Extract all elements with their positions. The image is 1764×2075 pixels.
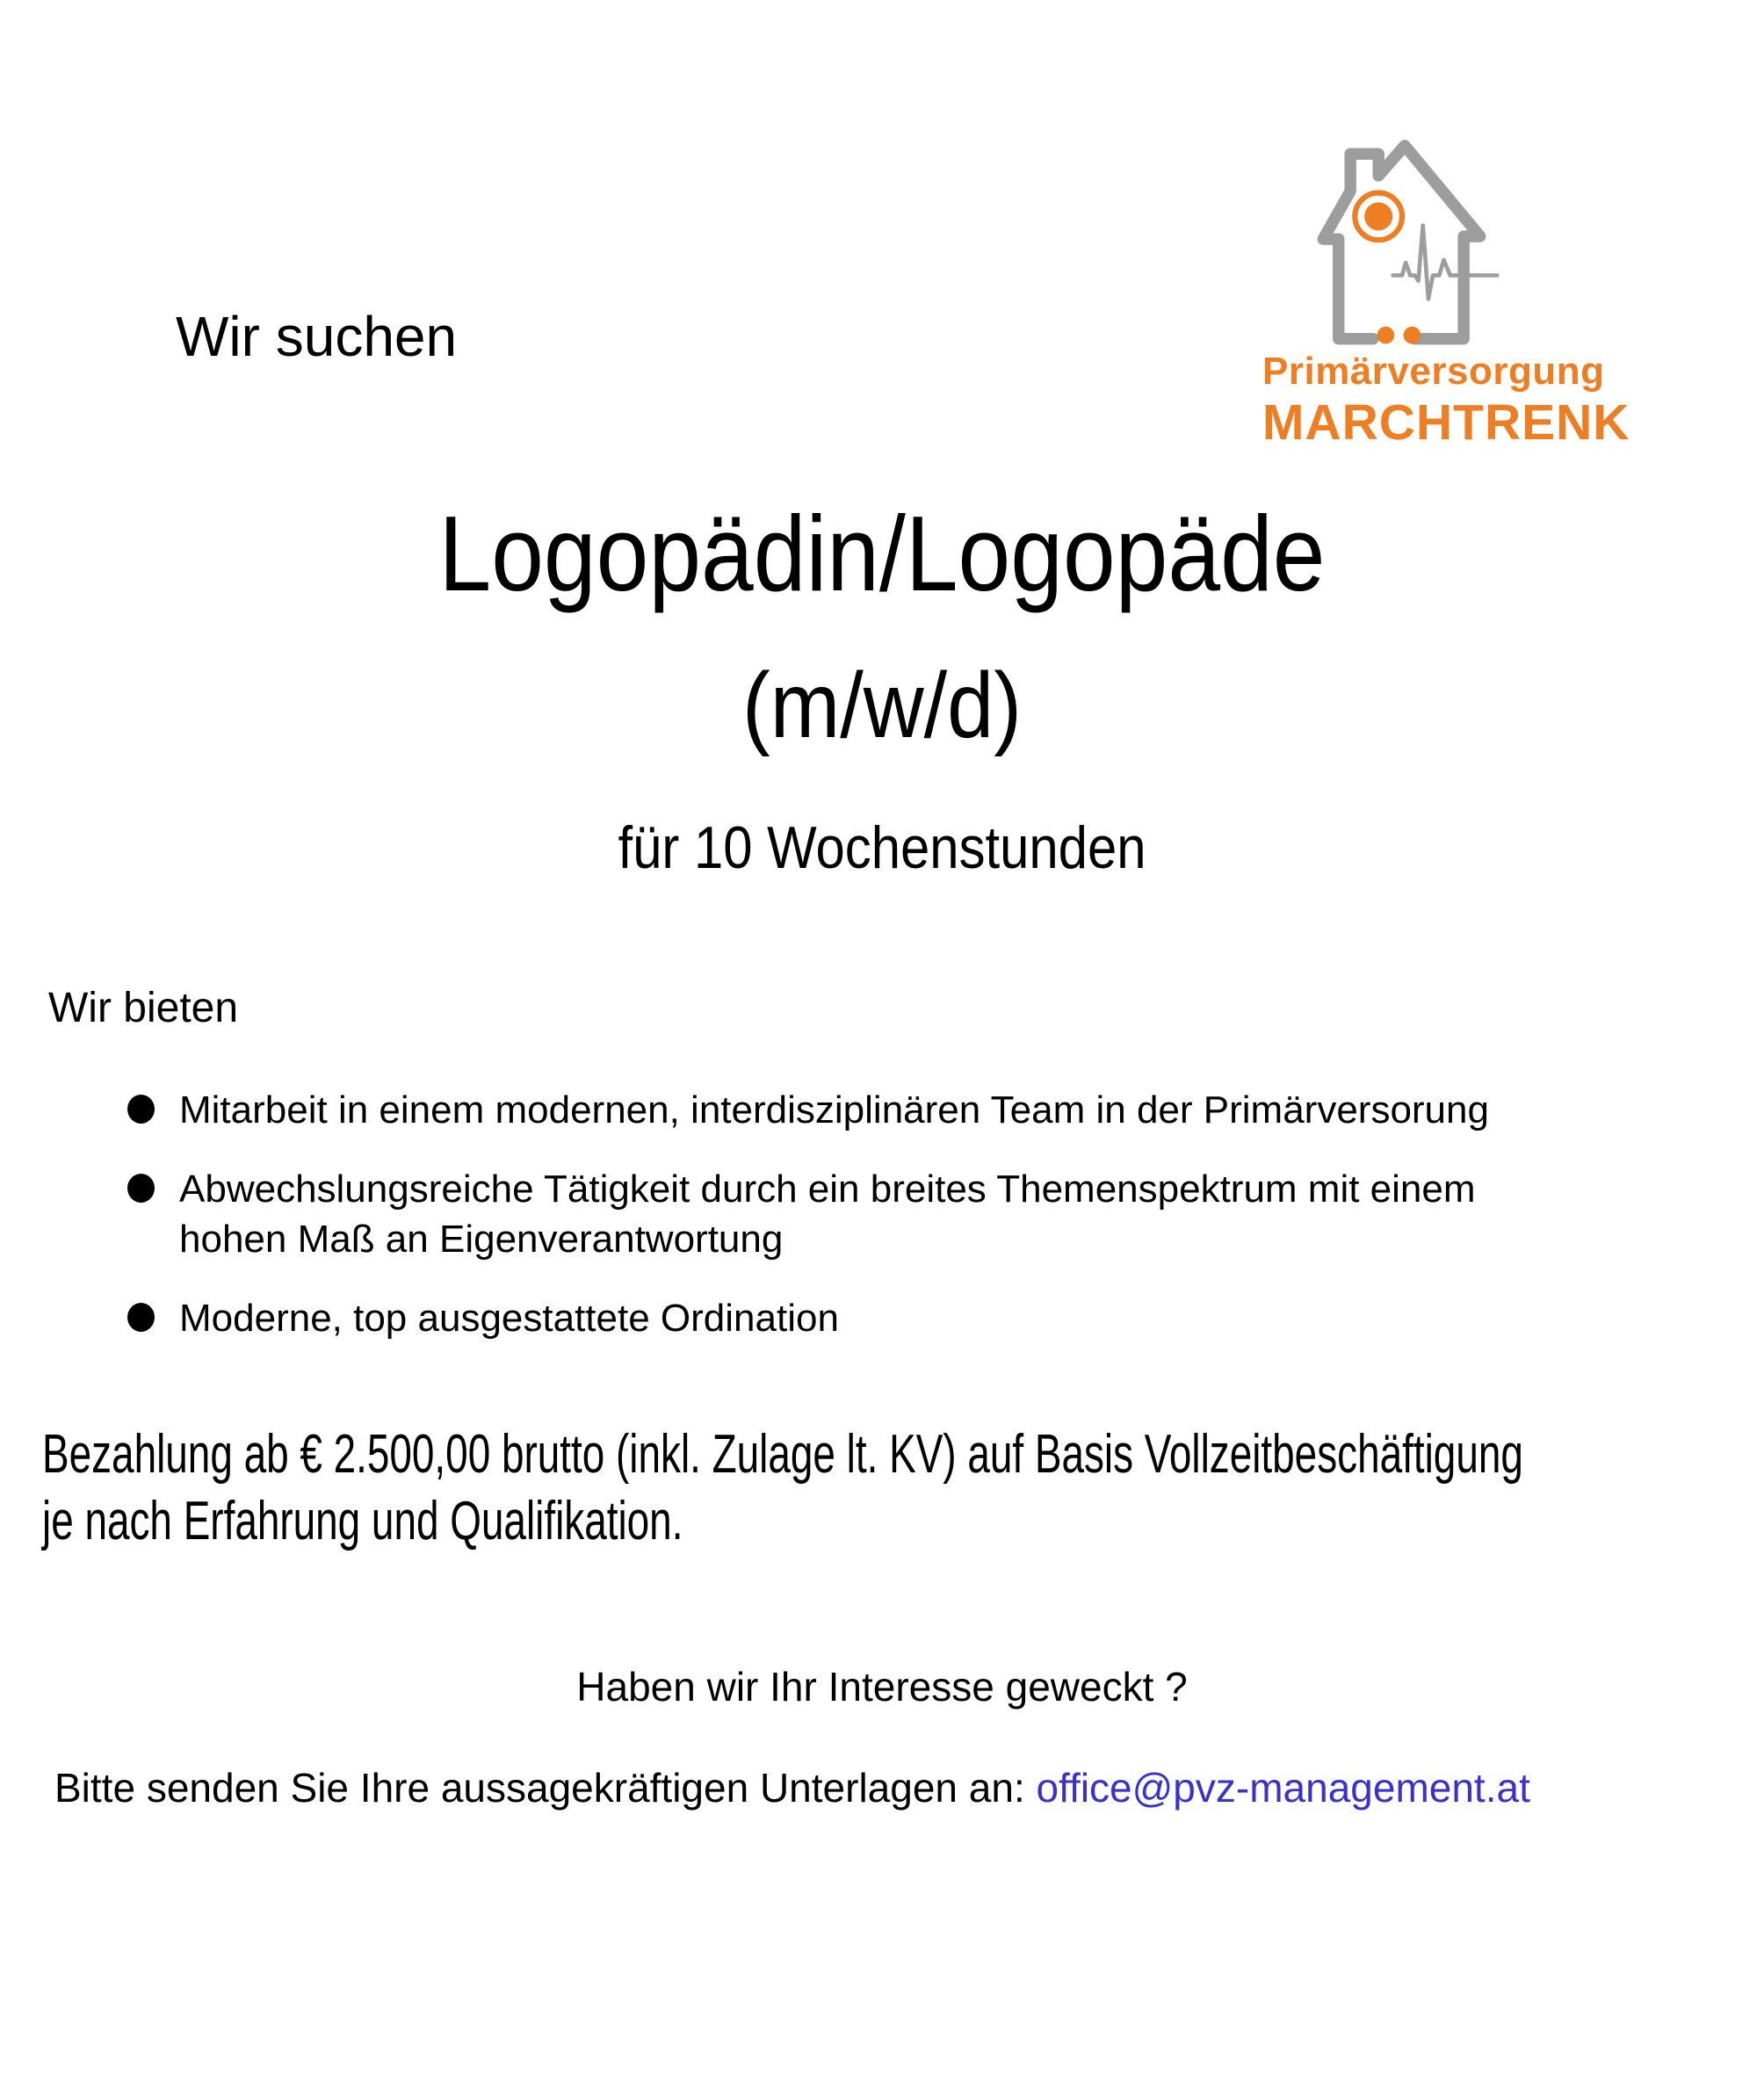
logo-org-name: Primärversorgung	[1262, 350, 1605, 393]
list-item	[127, 1165, 1709, 1264]
house-heartbeat-icon	[1284, 121, 1520, 348]
salary-line: Bezahlung ab € 2.500,00 brutto (inkl. Zulage lt. KV) auf Basis Vollzeitbeschäftigung	[42, 1424, 1523, 1485]
email-link[interactable]: office@pvz-management.at	[1036, 1765, 1530, 1811]
logo-org-city: MARCHTRENK	[1262, 394, 1630, 451]
offer-item-text: Moderne, top ausgestattete Ordination	[179, 1296, 839, 1340]
list-item	[127, 1294, 1709, 1343]
offer-list	[127, 1086, 1709, 1373]
list-item	[127, 1086, 1709, 1135]
salary-line: je nach Erfahrung und Qualifikation.	[42, 1490, 683, 1551]
offer-item-text: Abwechslungsreiche Tätigkeit durch ein breites Themenspektrum mit einem hohen Maß an Eigenverantwortung	[179, 1168, 1476, 1261]
offer-item-text: Mitarbeit in einem modernen, interdisziplinären Team in der Primärversorung	[179, 1088, 1489, 1131]
salary-paragraph	[42, 1421, 1764, 1554]
gender-note: (m/w/d)	[742, 654, 1022, 757]
contact-line	[54, 1764, 1530, 1811]
offer-heading: Wir bieten	[48, 985, 239, 1031]
bullet-icon	[127, 1095, 155, 1124]
bullet-icon	[127, 1303, 155, 1332]
interest-question: Haben wir Ihr Interesse geweckt ?	[576, 1664, 1188, 1710]
contact-prefix: Bitte senden Sie Ihre aussagekräftigen Unterlagen an:	[54, 1765, 1037, 1811]
intro-text: Wir suchen	[176, 305, 458, 368]
weekly-hours: für 10 Wochenstunden	[618, 814, 1146, 881]
bullet-icon	[127, 1174, 155, 1203]
job-title: Logopädin/Logopäde	[438, 494, 1326, 613]
